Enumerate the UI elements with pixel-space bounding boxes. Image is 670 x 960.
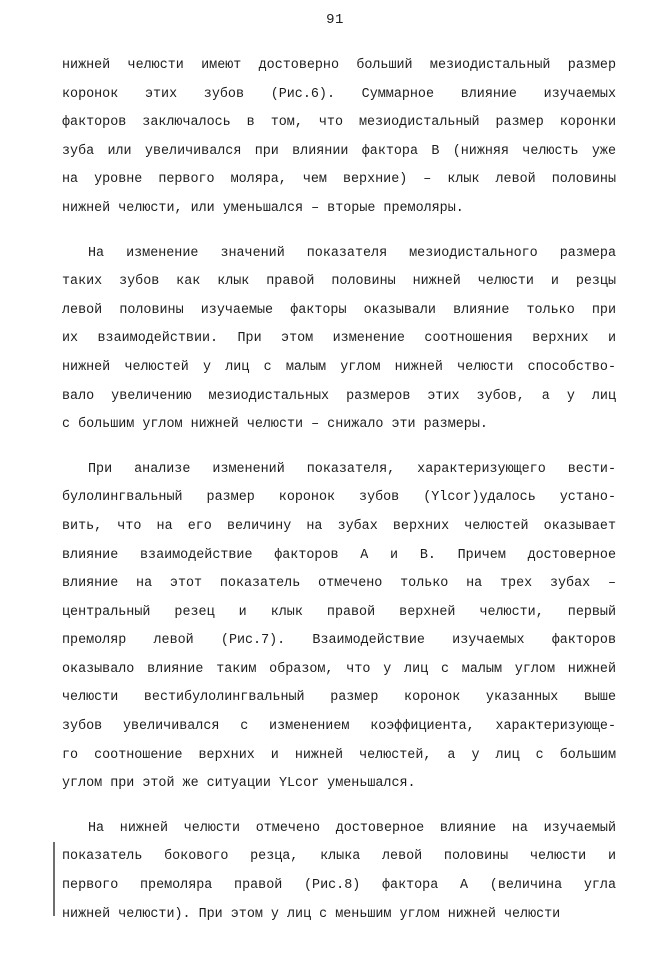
body-text xyxy=(62,52,616,945)
text-line: их взаимодействии. При этом изменение соотношения верхних и xyxy=(62,331,616,347)
text-line: На изменение значений показателя мезиодистального размера xyxy=(88,245,616,261)
text-line: булолингвальный размер коронок зубов (Ylcor)удалось устано- xyxy=(62,490,616,506)
text-line: премоляр левой (Рис.7). Взаимодействие изучаемых факторов xyxy=(62,633,616,649)
text-line: вить, что на его величину на зубах верхних челюстей оказывает xyxy=(62,518,616,534)
paragraph xyxy=(62,52,616,224)
text-line: центральный резец и клык правой верхней челюсти, первый xyxy=(62,604,616,620)
text-line: го соотношение верхних и нижней челюстей, а у лиц с большим xyxy=(62,747,616,763)
text-line: вало увеличению мезиодистальных размеров этих зубов, а у лиц xyxy=(62,388,616,404)
text-line: влияние взаимодействие факторов А и В. Причем достоверное xyxy=(62,547,616,563)
text-line: факторов заключалось в том, что мезиодистальный размер коронки xyxy=(62,115,616,131)
page-number: 91 xyxy=(326,12,344,28)
text-line: нижней челюсти имеют достоверно больший мезиодистальный размер xyxy=(62,58,616,73)
text-line: влияние на этот показатель отмечено только на трех зубах – xyxy=(62,576,616,592)
paragraph xyxy=(62,240,616,440)
text-line: коронок этих зубов (Рис.6). Суммарное влияние изучаемых xyxy=(62,86,616,102)
text-line: При анализе изменений показателя, характеризующего вести- xyxy=(88,461,616,477)
text-line: нижней челюстей у лиц с малым углом нижней челюсти способство- xyxy=(62,359,616,375)
text-line: таких зубов как клык правой половины нижней челюсти и резцы xyxy=(62,274,616,290)
text-line: зуба или увеличивался при влиянии фактора В (нижняя челюсть уже xyxy=(62,143,616,159)
text-line: первого премоляра правой (Рис.8) фактора А (величина угла xyxy=(62,878,616,894)
text-line: челюсти вестибулолингвальный размер коронок указанных выше xyxy=(62,690,616,706)
text-line: показатель бокового резца, клыка левой половины челюсти и xyxy=(62,849,616,865)
text-line: На нижней челюсти отмечено достоверное влияние на изучаемый xyxy=(88,820,616,836)
paragraph xyxy=(62,815,616,929)
text-line: с большим углом нижней челюсти – снижало эти размеры. xyxy=(62,417,488,433)
text-line: оказывало влияние таким образом, что у лиц с малым углом нижней xyxy=(62,661,616,677)
text-line: углом при этой же ситуации YLcor уменьшался. xyxy=(62,776,416,792)
text-line: на уровне первого моляра, чем верхние) – клык левой половины xyxy=(62,172,616,188)
paragraph xyxy=(62,456,616,799)
margin-mark xyxy=(53,842,55,916)
text-line: зубов увеличивался с изменением коэффициента, характеризующе- xyxy=(62,719,616,735)
text-line: левой половины изучаемые факторы оказывали влияние только при xyxy=(62,302,616,318)
text-line: нижней челюсти). При этом у лиц с меньшим углом нижней челюсти xyxy=(62,906,561,922)
text-line: нижней челюсти, или уменьшался – вторые премоляры. xyxy=(62,200,464,216)
